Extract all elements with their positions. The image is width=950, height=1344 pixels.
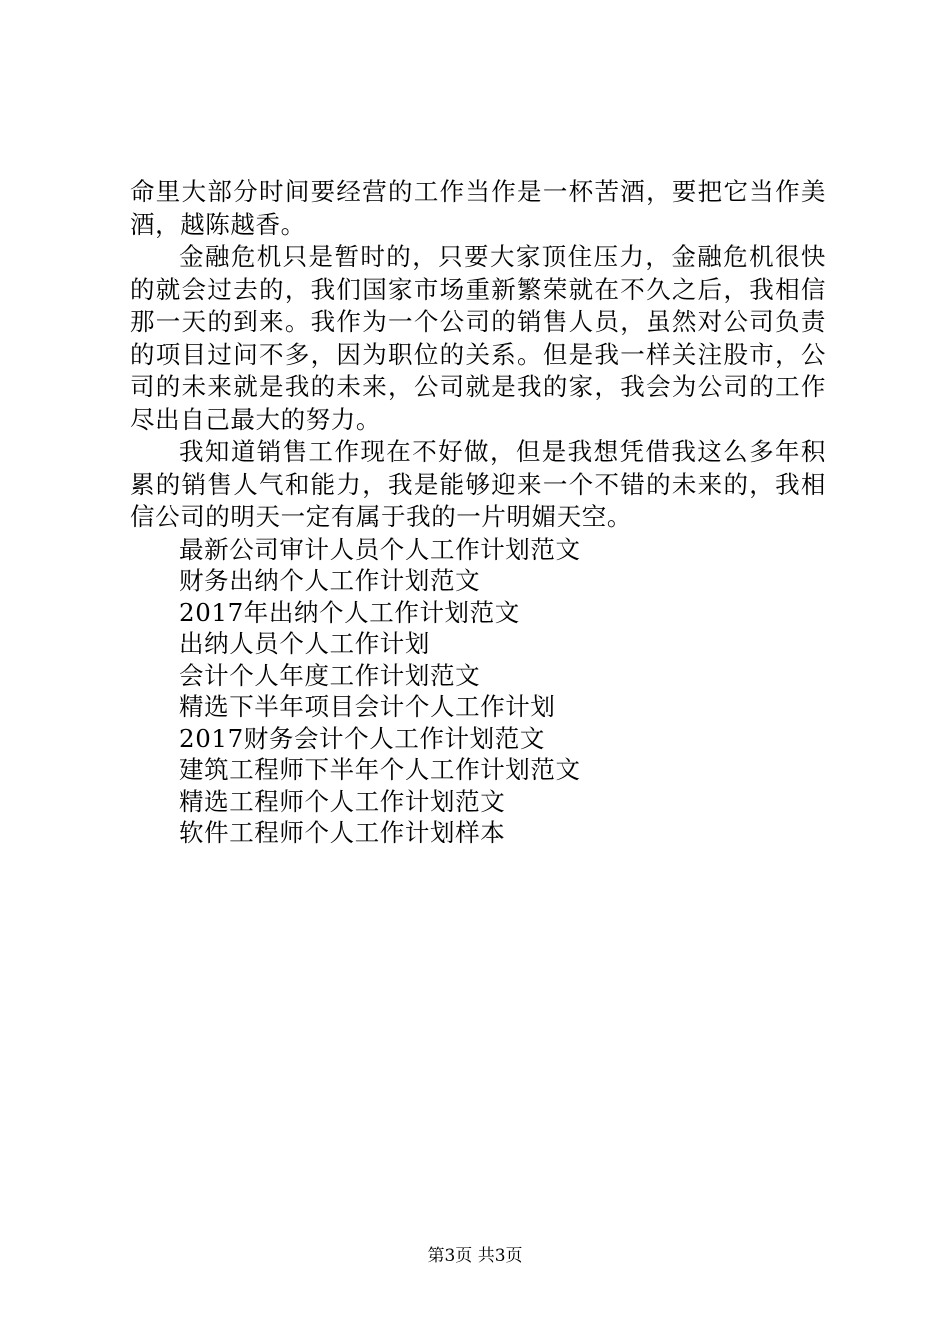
related-article-link[interactable]: 财务出纳个人工作计划范文 bbox=[179, 566, 481, 595]
related-articles-list bbox=[130, 534, 826, 849]
related-article-link[interactable]: 2017财务会计个人工作计划范文 bbox=[179, 723, 545, 753]
paragraph-sales-outlook: 我知道销售工作现在不好做，但是我想凭借我这么多年积累的销售人气和能力，我是能够迎来一个不错的未来的，我相信公司的明天一定有属于我的一片明媚天空。 bbox=[130, 437, 826, 531]
related-article-link[interactable]: 建筑工程师下半年个人工作计划范文 bbox=[179, 755, 581, 784]
related-article-link[interactable]: 最新公司审计人员个人工作计划范文 bbox=[179, 534, 581, 564]
related-article-link[interactable]: 出纳人员个人工作计划 bbox=[179, 629, 430, 658]
related-article-link[interactable]: 会计个人年度工作计划范文 bbox=[179, 660, 481, 690]
related-article-link[interactable]: 软件工程师个人工作计划样本 bbox=[179, 818, 506, 847]
related-article-link[interactable]: 精选工程师个人工作计划范文 bbox=[179, 786, 506, 816]
paragraph-continuation: 命里大部分时间要经营的工作当作是一杯苦酒，要把它当作美酒，越陈越香。 bbox=[130, 177, 826, 239]
page-number-footer: 第3页 共3页 bbox=[427, 1246, 523, 1266]
document-body bbox=[130, 176, 826, 849]
related-article-link[interactable]: 精选下半年项目会计个人工作计划 bbox=[179, 692, 556, 721]
related-article-link[interactable]: 2017年出纳个人工作计划范文 bbox=[179, 597, 520, 627]
paragraph-financial-crisis: 金融危机只是暂时的，只要大家顶住压力，金融危机很快的就会过去的，我们国家市场重新繁荣就在不久之后，我相信那一天的到来。我作为一个公司的销售人员，虽然对公司负责的项目过问不多，因为职位的关系。但是我一样关注股市，公司的未来就是我的未来，公司就是我的家，我会为公司的工作尽出自己最大的努力。 bbox=[130, 242, 826, 434]
